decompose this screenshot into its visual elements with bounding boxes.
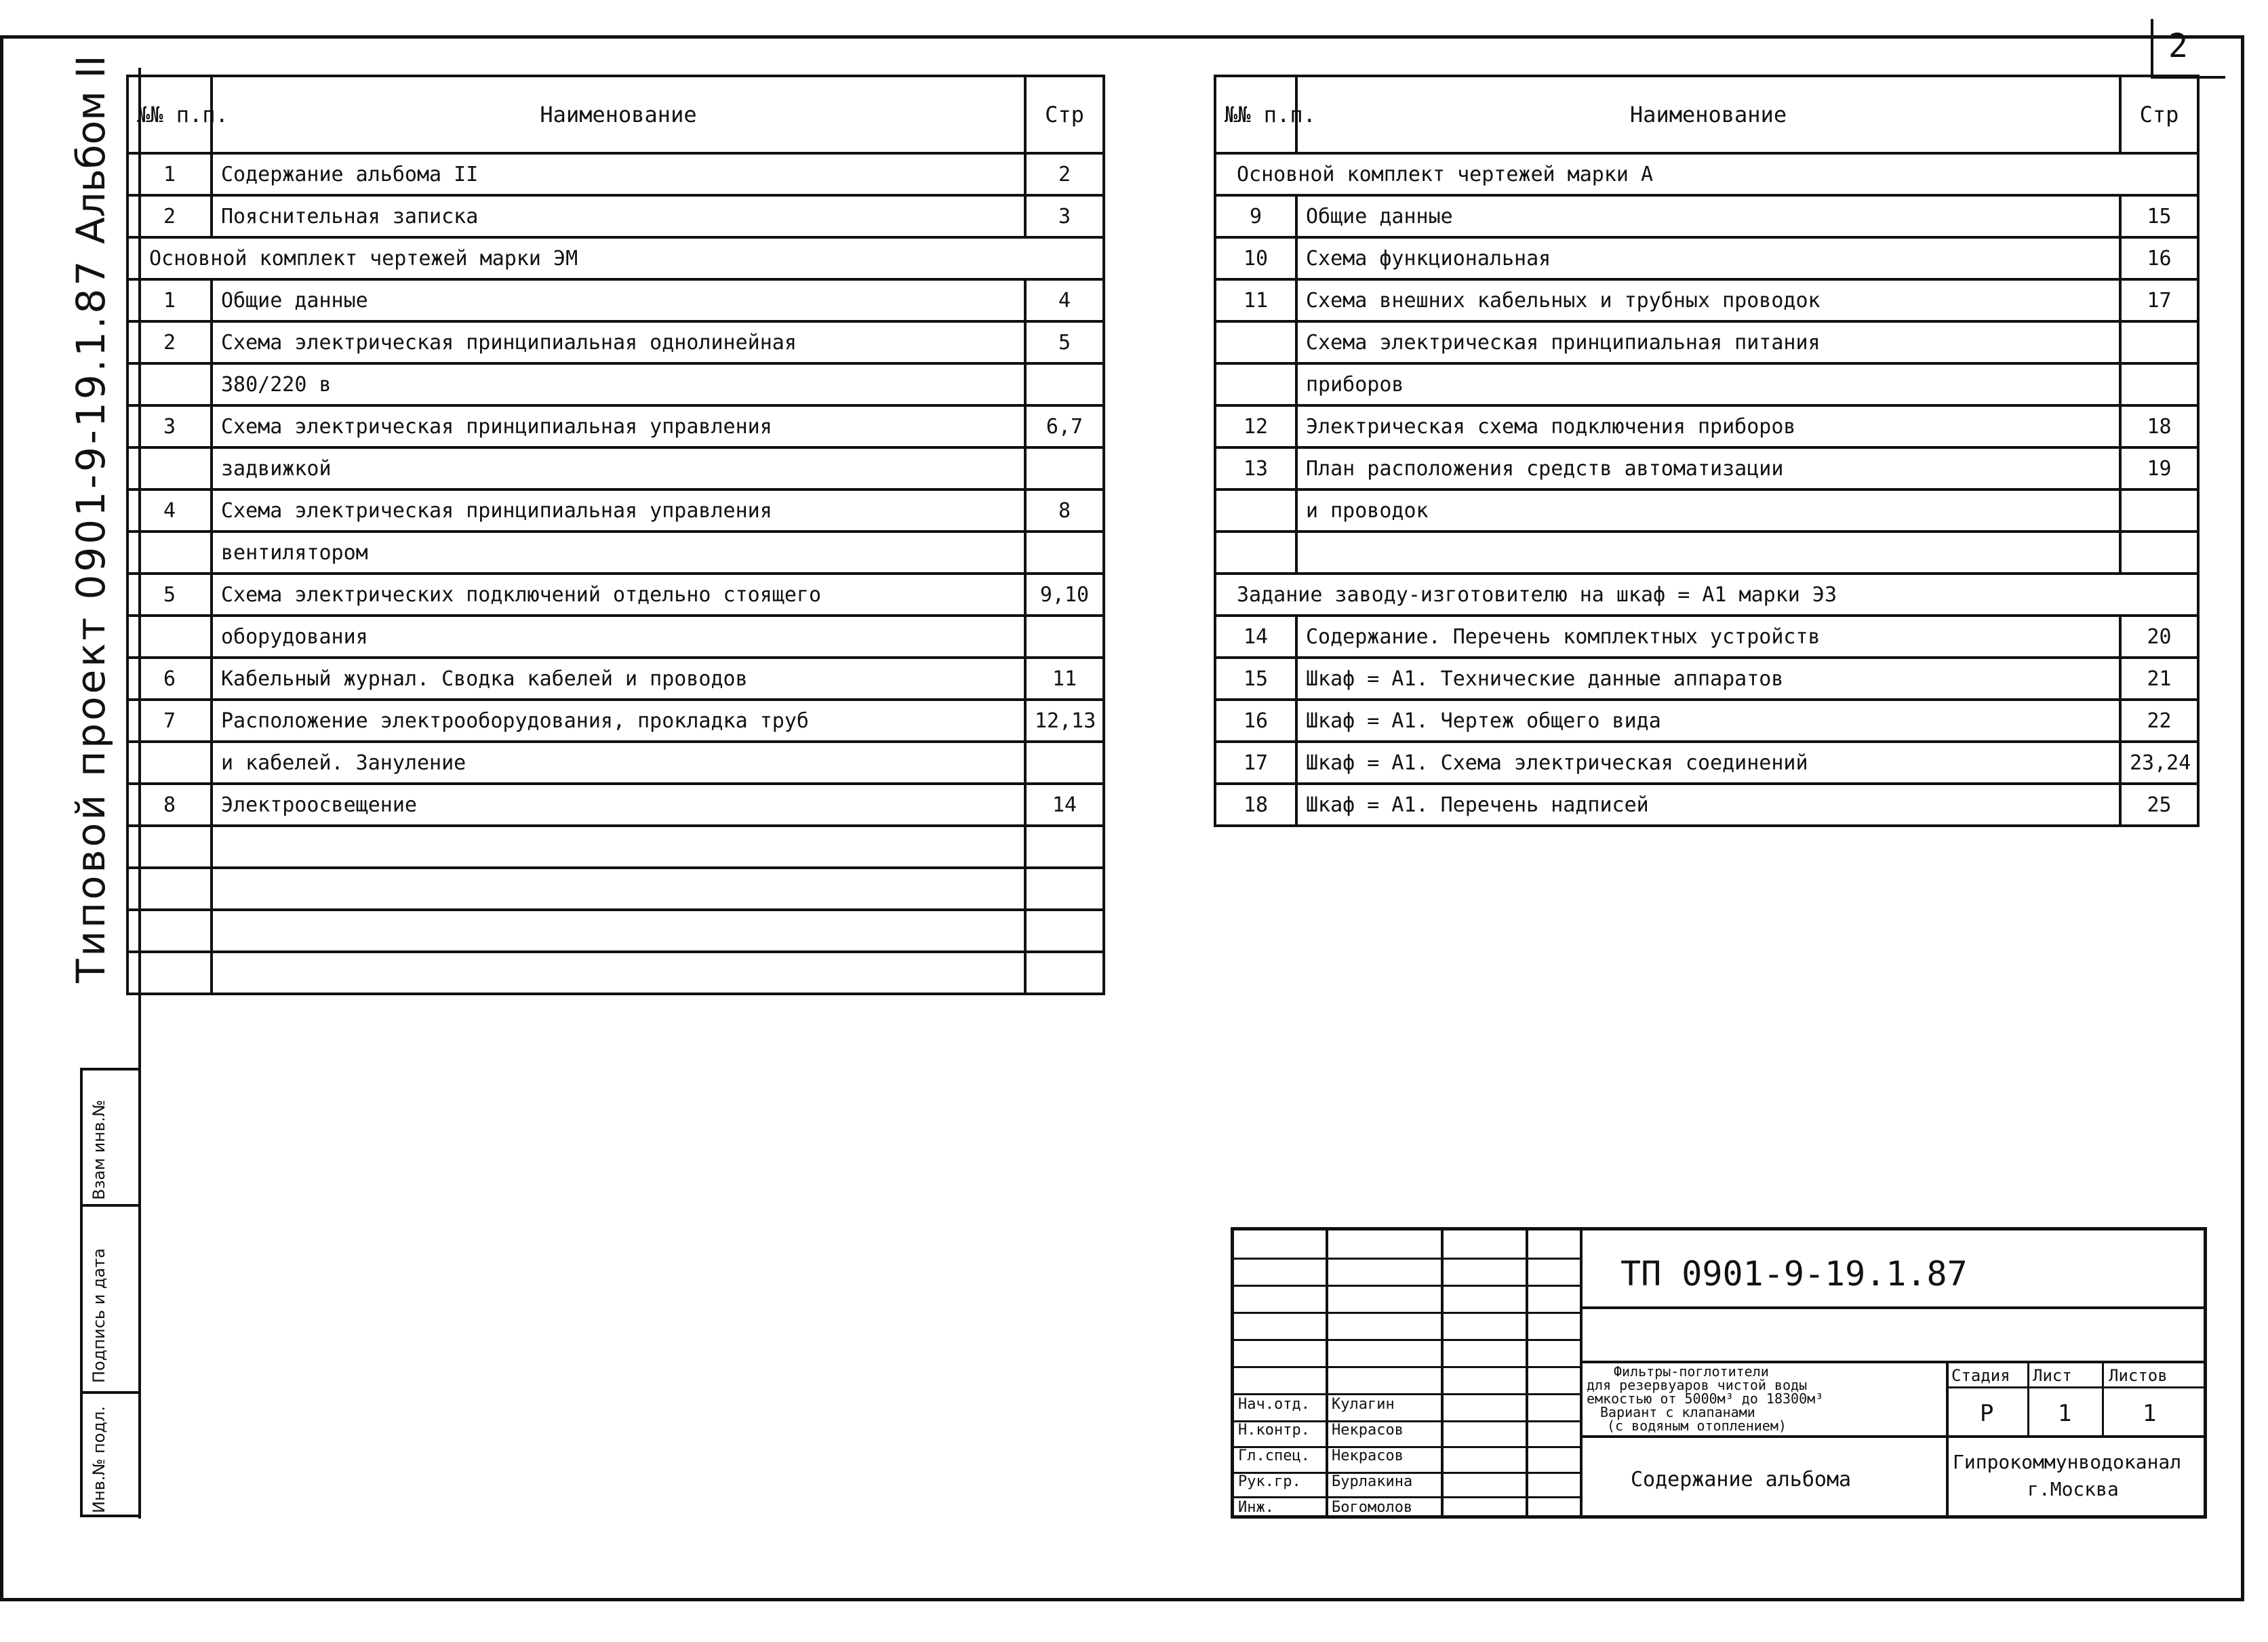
row-page: 19 [2120,447,2198,489]
row-num: 3 [127,405,212,447]
side-stamp-sign-label: Подпись и дата [89,1248,108,1383]
toc-row [1215,489,2198,532]
row-name: Схема электрическая принципиальная однолинейная [212,321,1025,363]
row-num: 8 [127,784,212,826]
toc-row [127,237,1104,279]
sheet-title: Содержание альбома [1631,1468,1852,1491]
row-name: Пояснительная записка [212,195,1025,237]
row-page [1025,447,1104,489]
toc-row [127,952,1104,994]
row-num: 11 [1215,279,1296,321]
toc-row [127,574,1104,616]
sheet-number-box [2151,19,2225,79]
row-name: оборудования [212,616,1025,658]
row-name: Шкаф = А1. Перечень надписей [1296,784,2120,826]
signature-name: Богомолов [1332,1499,1413,1516]
toc-row [127,321,1104,363]
header-page: Стр [2120,76,2198,153]
row-num [127,616,212,658]
row-name: Содержание. Перечень комплектных устройств [1296,616,2120,658]
toc-row [127,279,1104,321]
sheet-label: Лист [2033,1366,2072,1385]
row-num [127,910,212,952]
row-page [2120,363,2198,405]
right-toc-header [1215,76,2198,153]
row-name: Расположение электрооборудования, прокладка труб [212,700,1025,742]
row-page [2120,532,2198,574]
signature-name: Бурлакина [1332,1473,1413,1490]
row-num: 9 [1215,195,1296,237]
signature-name: Некрасов [1332,1422,1404,1439]
header-name: Наименование [1296,76,2120,153]
row-name: Общие данные [1296,195,2120,237]
row-page [1025,952,1104,994]
row-name: Схема внешних кабельных и трубных проводок [1296,279,2120,321]
row-num [127,868,212,910]
toc-row [127,489,1104,532]
object-title-line-2: для резервуаров чистой воды [1587,1377,1808,1393]
toc-row [127,868,1104,910]
row-name: Электроосвещение [212,784,1025,826]
row-num: 4 [127,489,212,532]
row-num: 7 [127,700,212,742]
row-name: Схема электрических подключений отдельно стоящего [212,574,1025,616]
signature-role: Нач.отд. [1238,1396,1310,1413]
signature-role: Инж. [1238,1499,1274,1516]
row-name: и проводок [1296,489,2120,532]
side-stamp-inv-label: Инв.№ подл. [89,1406,108,1513]
row-page: 14 [1025,784,1104,826]
row-name [1296,532,2120,574]
side-stamp-replace-label: Взам инв.№ [89,1100,108,1200]
row-name: Общие данные [212,279,1025,321]
row-num [127,532,212,574]
row-num [1215,363,1296,405]
object-title-line-3: емкостью от 5000м³ до 18300м³ [1587,1390,1824,1407]
sheet-number: 2 [2168,27,2188,65]
row-num: 14 [1215,616,1296,658]
toc-row [1215,742,2198,784]
row-page: 6,7 [1025,405,1104,447]
row-name: Схема электрическая принципиальная управления [212,405,1025,447]
row-page: 17 [2120,279,2198,321]
row-name: и кабелей. Зануление [212,742,1025,784]
toc-row [127,532,1104,574]
sheets-label: Листов [2109,1366,2168,1385]
row-page: 4 [1025,279,1104,321]
toc-row [1215,153,2198,195]
row-name: Шкаф = А1. Чертеж общего вида [1296,700,2120,742]
toc-row [1215,616,2198,658]
row-num [1215,532,1296,574]
toc-row [127,826,1104,868]
left-toc-header [127,76,1104,153]
row-num: 18 [1215,784,1296,826]
row-num: 5 [127,574,212,616]
row-num: 15 [1215,658,1296,700]
toc-row [127,742,1104,784]
row-num [127,826,212,868]
signature-role: Рук.гр. [1238,1473,1301,1490]
row-name: Шкаф = А1. Технические данные аппаратов [1296,658,2120,700]
toc-row [1215,279,2198,321]
toc-row [1215,363,2198,405]
album-label: Альбом ІІ [68,55,114,244]
row-name: Схема электрическая принципиальная питания [1296,321,2120,363]
toc-row [1215,195,2198,237]
row-page [1025,868,1104,910]
toc-row [1215,700,2198,742]
toc-row [127,700,1104,742]
toc-row [127,616,1104,658]
row-num [127,447,212,489]
toc-row [1215,321,2198,363]
section-heading: Основной комплект чертежей марки ЭМ [127,237,1104,279]
toc-row [1215,237,2198,279]
row-page: 22 [2120,700,2198,742]
organization-name: Гипрокоммунводоканал [1953,1451,2182,1473]
row-page: 3 [1025,195,1104,237]
row-page [1025,826,1104,868]
toc-row [1215,447,2198,489]
row-page: 25 [2120,784,2198,826]
toc-row [127,658,1104,700]
row-name: Содержание альбома ІІ [212,153,1025,195]
row-page: 15 [2120,195,2198,237]
row-page: 8 [1025,489,1104,532]
toc-row [127,195,1104,237]
row-name: План расположения средств автоматизации [1296,447,2120,489]
row-page [1025,742,1104,784]
object-title-line-5: (с водяным отоплением) [1607,1418,1787,1434]
row-page: 9,10 [1025,574,1104,616]
toc-row [127,910,1104,952]
toc-row [1215,574,2198,616]
row-name [212,868,1025,910]
row-name: задвижкой [212,447,1025,489]
row-num: 16 [1215,700,1296,742]
row-name: Кабельный журнал. Сводка кабелей и проводов [212,658,1025,700]
row-num: 13 [1215,447,1296,489]
row-page: 18 [2120,405,2198,447]
row-name [212,952,1025,994]
organization-city: г.Москва [2027,1478,2119,1500]
row-num [127,363,212,405]
row-name: Шкаф = А1. Схема электрическая соединений [1296,742,2120,784]
header-name: Наименование [212,76,1025,153]
header-page: Стр [1025,76,1104,153]
signature-role: Н.контр. [1238,1422,1310,1439]
title-code: ТП 0901-9-19.1.87 [1620,1254,1968,1294]
row-name: Схема электрическая принципиальная управления [212,489,1025,532]
row-page: 16 [2120,237,2198,279]
row-name: приборов [1296,363,2120,405]
stage-label: Стадия [1951,1366,2010,1385]
row-num: 1 [127,153,212,195]
row-num: 17 [1215,742,1296,784]
row-page [1025,363,1104,405]
signature-name: Некрасов [1332,1447,1404,1464]
row-num: 12 [1215,405,1296,447]
title-block [1231,1227,2207,1519]
object-title-line-4: Вариант с клапанами [1600,1404,1755,1420]
row-page [2120,321,2198,363]
sheets-value: 1 [2143,1400,2157,1427]
right-toc-table [1214,75,2200,827]
signature-role: Гл.спец. [1238,1447,1310,1464]
header-num: №№ п.п. [1215,76,1296,153]
row-page [1025,532,1104,574]
signature-name: Кулагин [1332,1396,1395,1413]
section-heading: Задание заводу-изготовителю на шкаф = А1 марки ЭЗ [1215,574,2198,616]
row-num: 1 [127,279,212,321]
row-name: Схема функциональная [1296,237,2120,279]
row-num: 10 [1215,237,1296,279]
row-num [127,742,212,784]
toc-row [127,784,1104,826]
row-num: 6 [127,658,212,700]
row-page [1025,616,1104,658]
toc-row [1215,532,2198,574]
toc-row [1215,784,2198,826]
project-label: Типовой проект 0901-9-19.1.87 [68,258,114,983]
row-name: Электрическая схема подключения приборов [1296,405,2120,447]
row-page [1025,910,1104,952]
row-page: 5 [1025,321,1104,363]
row-num [1215,489,1296,532]
toc-row [127,153,1104,195]
row-page [2120,489,2198,532]
toc-row [127,363,1104,405]
row-num: 2 [127,321,212,363]
toc-row [127,447,1104,489]
row-name: 380/220 в [212,363,1025,405]
row-num: 2 [127,195,212,237]
row-num [127,952,212,994]
row-page: 11 [1025,658,1104,700]
toc-row [127,405,1104,447]
object-title-line-1: Фильтры-поглотители [1614,1363,1769,1380]
sheet-value: 1 [2058,1400,2072,1427]
row-page: 20 [2120,616,2198,658]
header-num: №№ п.п. [127,76,212,153]
section-heading: Основной комплект чертежей марки А [1215,153,2198,195]
row-page: 2 [1025,153,1104,195]
row-page: 12,13 [1025,700,1104,742]
stage-value: Р [1980,1400,1994,1427]
row-name [212,826,1025,868]
row-num [1215,321,1296,363]
toc-row [1215,405,2198,447]
row-name [212,910,1025,952]
left-toc-table [126,75,1105,995]
row-name: вентилятором [212,532,1025,574]
row-page: 21 [2120,658,2198,700]
toc-row [1215,658,2198,700]
row-page: 23,24 [2120,742,2198,784]
